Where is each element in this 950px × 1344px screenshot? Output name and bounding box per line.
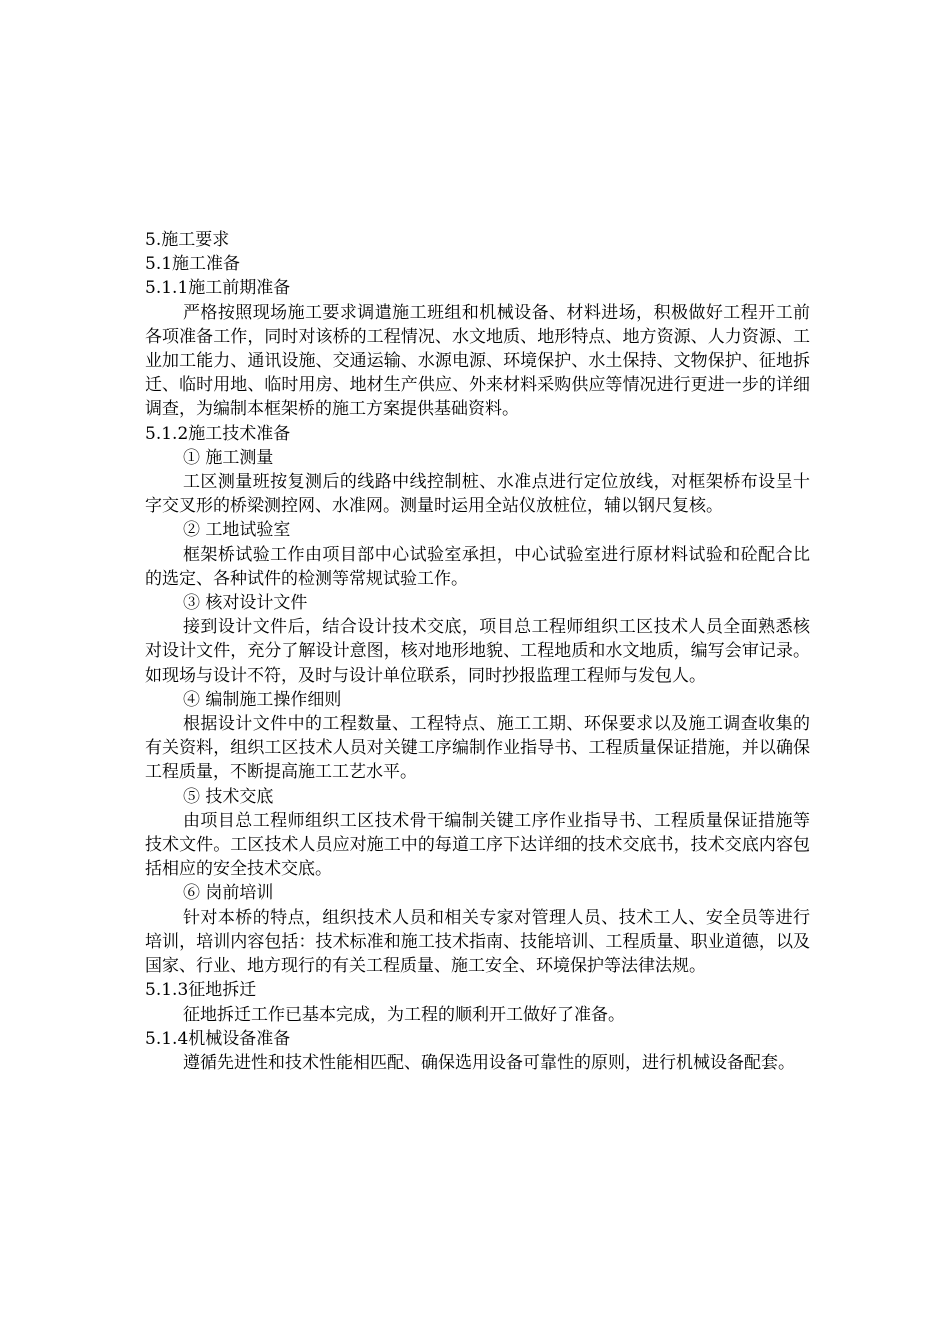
document-body <box>145 228 810 1075</box>
paragraph-procedures: 根据设计文件中的工程数量、工程特点、施工工期、环保要求以及施工调查收集的有关资料，组织工区技术人员对关键工序编制作业指导书、工程质量保证措施，并以确保工程质量，不断提高施工工艺水平。 <box>145 714 810 783</box>
paragraph-lab: 框架桥试验工作由项目部中心试验室承担，中心试验室进行原材料试验和砼配合比的选定、各种试件的检测等常规试验工作。 <box>145 544 810 589</box>
paragraph-survey: 工区测量班按复测后的线路中线控制桩、水准点进行定位放线，对框架桥布设呈十字交叉形的桥梁测控网、水准网。测量时运用全站仪放桩位，辅以钢尺复核。 <box>145 472 810 517</box>
paragraph-5-1-4: 遵循先进性和技术性能相匹配、确保选用设备可靠性的原则，进行机械设备配套。 <box>183 1052 795 1073</box>
paragraph-5-1-1: 严格按照现场施工要求调遣施工班组和机械设备、材料进场，积极做好工程开工前各项准备工作，同时对该桥的工程情况、水文地质、地形特点、地方资源、人力资源、工业加工能力、通讯设施、交通运输、水源电源、环境保护、水土保持、文物保护、征地拆迁、临时用地、临时用房、地材生产供应、外来材料采购供应等情况进行更进一步的详细调查，为编制本框架桥的施工方案提供基础资料。 <box>145 302 810 420</box>
subsection-heading-5-1-4: 5.1.4机械设备准备 <box>145 1028 291 1049</box>
subsection-heading-5-1-3: 5.1.3征地拆迁 <box>145 980 257 1001</box>
paragraph-briefing: 由项目总工程师组织工区技术骨干编制关键工序作业指导书、工程质量保证措施等技术文件。工区技术人员应对施工中的每道工序下达详细的技术交底书，技术交底内容包括相应的安全技术交底。 <box>145 810 810 880</box>
paragraph-design-check: 接到设计文件后，结合设计技术交底，项目总工程师组织工区技术人员全面熟悉核对设计文件，充分了解设计意图，核对地形地貌、工程地质和水文地质，编写会审记录。如现场与设计不符，及时与设计单位联系，同时抄报监理工程师与发包人。 <box>145 617 810 686</box>
subsection-heading-5-1-1: 5.1.1施工前期准备 <box>145 278 291 299</box>
item-heading-design-check: ③ 核对设计文件 <box>183 593 308 614</box>
paragraph-training: 针对本桥的特点，组织技术人员和相关专家对管理人员、技术工人、安全员等进行培训，培训内容包括：技术标准和施工技术指南、技能培训、工程质量、职业道德，以及国家、行业、地方现行的有关工程质量、施工安全、环境保护等法律法规。 <box>145 907 810 977</box>
item-heading-lab: ② 工地试验室 <box>183 520 291 541</box>
subsection-heading-5-1: 5.1施工准备 <box>145 254 241 275</box>
item-heading-survey: ① 施工测量 <box>183 447 274 468</box>
paragraph-5-1-3: 征地拆迁工作已基本完成，为工程的顺利开工做好了准备。 <box>183 1004 625 1025</box>
item-heading-procedures: ④ 编制施工操作细则 <box>183 689 342 710</box>
item-heading-briefing: ⑤ 技术交底 <box>183 786 274 807</box>
item-heading-training: ⑥ 岗前培训 <box>183 883 274 904</box>
section-heading: 5.施工要求 <box>145 230 230 250</box>
subsection-heading-5-1-2: 5.1.2施工技术准备 <box>145 423 291 444</box>
